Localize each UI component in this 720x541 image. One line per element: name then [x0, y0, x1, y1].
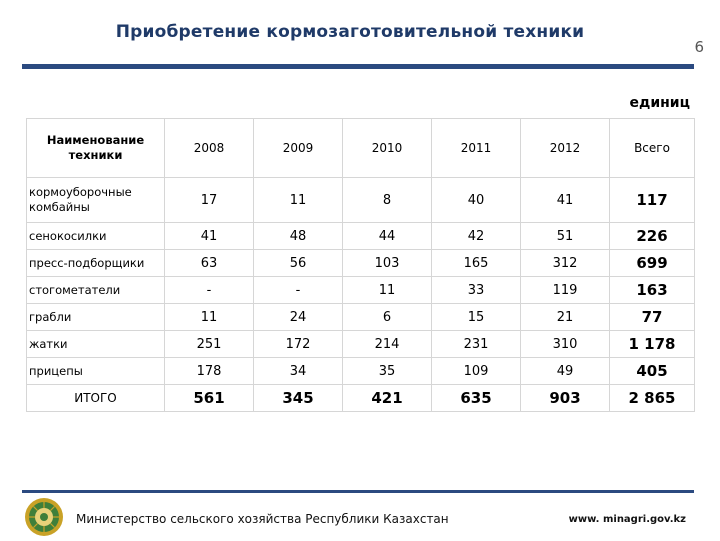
- table-cell: 11: [254, 178, 343, 223]
- total-cell: 635: [432, 385, 521, 412]
- table-row: [27, 358, 695, 385]
- table-cell: 41: [521, 178, 610, 223]
- table-cell: 214: [343, 331, 432, 358]
- table-cell: 312: [521, 250, 610, 277]
- header-rule: [22, 64, 694, 69]
- row-name: жатки: [27, 331, 165, 358]
- row-total: 163: [610, 277, 695, 304]
- table-cell: 48: [254, 223, 343, 250]
- table-cell: 172: [254, 331, 343, 358]
- row-total: 1 178: [610, 331, 695, 358]
- ministry-name: Министерство сельского хозяйства Республики Казахстан: [76, 512, 449, 526]
- table-cell: 49: [521, 358, 610, 385]
- row-name: грабли: [27, 304, 165, 331]
- total-cell: 561: [165, 385, 254, 412]
- table-row: [27, 223, 695, 250]
- table-cell: 41: [165, 223, 254, 250]
- total-row: [27, 385, 695, 412]
- table-cell: 11: [343, 277, 432, 304]
- row-total: 226: [610, 223, 695, 250]
- row-name: кормоуборочные комбайны: [27, 178, 165, 223]
- table-row: [27, 250, 695, 277]
- table-row: [27, 277, 695, 304]
- row-name: сенокосилки: [27, 223, 165, 250]
- table-cell: -: [165, 277, 254, 304]
- table-cell: 51: [521, 223, 610, 250]
- row-total: 405: [610, 358, 695, 385]
- table-cell: 44: [343, 223, 432, 250]
- footer-rule: [22, 490, 694, 493]
- table-cell: 231: [432, 331, 521, 358]
- equipment-table: [26, 118, 695, 412]
- page-title: Приобретение кормозаготовительной техники: [115, 22, 585, 42]
- table-cell: 165: [432, 250, 521, 277]
- page-number: 6: [694, 38, 704, 56]
- grand-total: 2 865: [610, 385, 695, 412]
- table-cell: 40: [432, 178, 521, 223]
- total-label: ИТОГО: [27, 385, 165, 412]
- table-cell: 34: [254, 358, 343, 385]
- row-name: пресс-подборщики: [27, 250, 165, 277]
- total-cell: 421: [343, 385, 432, 412]
- table-cell: 6: [343, 304, 432, 331]
- table-cell: 63: [165, 250, 254, 277]
- row-total: 117: [610, 178, 695, 223]
- unit-label: единиц: [629, 95, 690, 111]
- table-cell: 35: [343, 358, 432, 385]
- row-name: прицепы: [27, 358, 165, 385]
- table-row: [27, 304, 695, 331]
- table-cell: 42: [432, 223, 521, 250]
- table-cell: 109: [432, 358, 521, 385]
- table-row: [27, 178, 695, 223]
- table-row: [27, 331, 695, 358]
- table-cell: 8: [343, 178, 432, 223]
- column-header: Наименование техники: [27, 119, 165, 178]
- table-cell: 33: [432, 277, 521, 304]
- column-header: 2009: [254, 119, 343, 178]
- row-total: 699: [610, 250, 695, 277]
- table-cell: 56: [254, 250, 343, 277]
- table-cell: 310: [521, 331, 610, 358]
- column-header: Всего: [610, 119, 695, 178]
- table-cell: 21: [521, 304, 610, 331]
- table-header-row: [27, 119, 695, 178]
- row-name: стогометатели: [27, 277, 165, 304]
- table-cell: 24: [254, 304, 343, 331]
- table-cell: -: [254, 277, 343, 304]
- table-cell: 251: [165, 331, 254, 358]
- column-header: 2008: [165, 119, 254, 178]
- table-cell: 178: [165, 358, 254, 385]
- table-cell: 11: [165, 304, 254, 331]
- emblem-icon: [24, 497, 64, 537]
- column-header: 2012: [521, 119, 610, 178]
- table-cell: 15: [432, 304, 521, 331]
- table-cell: 119: [521, 277, 610, 304]
- column-header: 2011: [432, 119, 521, 178]
- column-header: 2010: [343, 119, 432, 178]
- row-total: 77: [610, 304, 695, 331]
- website-link[interactable]: www. minagri.gov.kz: [568, 514, 686, 525]
- total-cell: 903: [521, 385, 610, 412]
- total-cell: 345: [254, 385, 343, 412]
- table-cell: 103: [343, 250, 432, 277]
- table-cell: 17: [165, 178, 254, 223]
